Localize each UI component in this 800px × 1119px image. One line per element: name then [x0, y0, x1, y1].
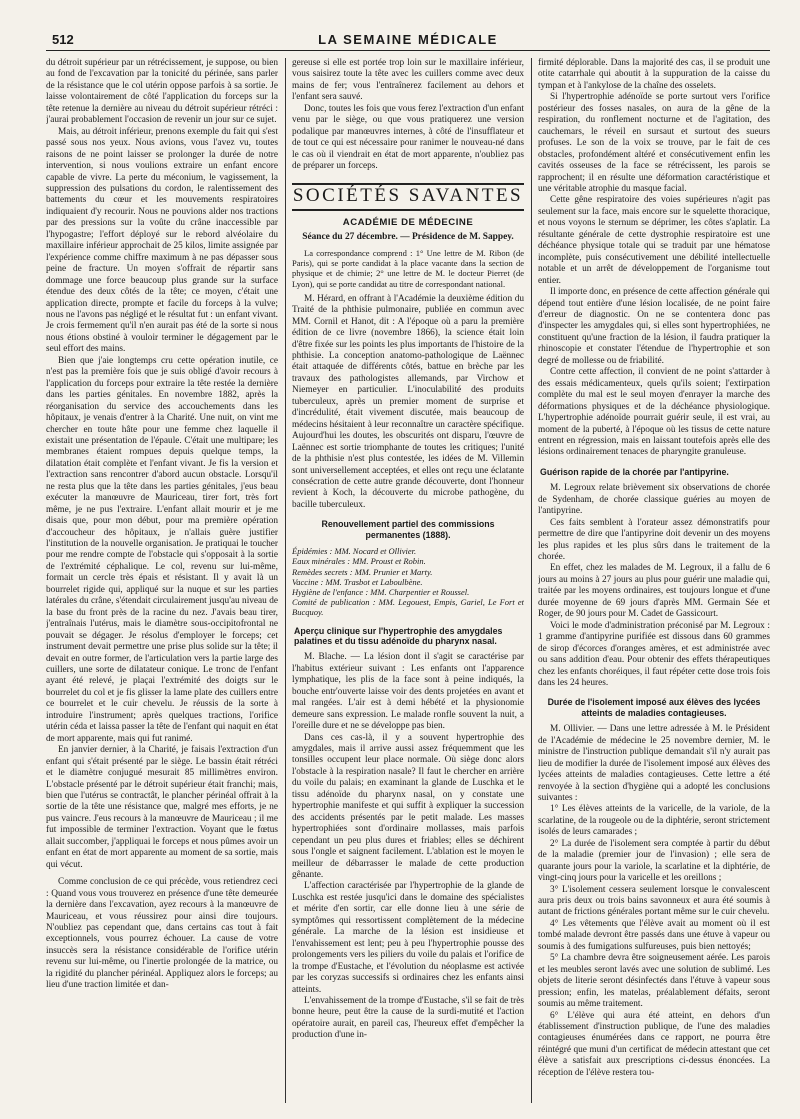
article-heading: Guérison rapide de la chorée par l'antipyrine.	[540, 466, 729, 477]
column-2	[292, 58, 524, 1103]
paragraph: du détroit supérieur par un rétrécissement, je suppose, ou bien au fond de l'excavation par la tonicité du périnée, sans parler de la résistance que le col utérin oppose parfois à sa sortie. Je laisse volontairement de côté l'application du forceps sur la tête retenue la dernière au niveau du détroit supérieur rétréci : j'aurai probablement l'occasion de revenir un jour sur ce sujet.	[46, 58, 278, 126]
commission-line: Épidémies : MM. Nocard et Ollivier.	[292, 546, 417, 557]
column-1	[46, 58, 278, 1103]
paragraph: gereuse si elle est portée trop loin sur le maxillaire inférieur, vous saisirez toute la tête avec les cuillers comme avec deux mains de fer; vous l'entraînerez facilement au dehors et l'enfant sera sauvé.	[292, 58, 524, 103]
column-3	[538, 58, 770, 1103]
text-columns	[46, 58, 770, 1103]
commission-line: Hygiène de l'enfance : MM. Charpentier et Roussel.	[292, 586, 470, 597]
paragraph: Contre cette affection, il convient de ne point s'attarder à des essais médicamenteux, quels qu'ils soient; l'extirpation complète du mal est le seul moyen d'enrayer la marche des déformations physiques et de la déchéance physiologique. L'hypertrophie adénoïde pourrait guérir seule, il est vrai, au moment de la puberté, à l'époque où les tissus de cette nature entrent en régression, mais en laissant toutefois après elle des lésions ordinairement tenaces de pharyngite granuleuse.	[538, 367, 770, 458]
list-item: 4° Les vêtements que l'élève avait au moment où il est tombé malade devront être passés dans une étuve à vapeur ou soumis à des fumigations sulfureuses, puis bien nettoyés;	[538, 918, 770, 952]
list-item: 5° La chambre devra être soigneusement aérée. Les parois et les meubles seront lavés avec une solution de sublimé. Les objets de literie seront désinfectés dans l'étuve à vapeur sous pression; enfin, les matelas, préalablement défaits, seront soumis au même traitement.	[538, 953, 770, 1010]
paragraph: Il importe donc, en présence de cette affection générale qui dépend tout entière d'une lésion localisée, de ne point faire d'erreur de diagnostic. On ne se contentera donc pas d'inspecter les amygdales qui, si elles sont hypertrophiées, ne constituent qu'une fraction de la lésion, il faudra pratiquer la rhinoscopie et constater l'étendue de l'hypertrophie et son degré de mollesse ou de friabilité.	[538, 287, 770, 366]
commission-line: Remèdes secrets : MM. Prunier et Marty.	[292, 566, 433, 577]
paragraph: En janvier dernier, à la Charité, je faisais l'extraction d'un enfant qui s'était présenté par le siège. Le bassin était rétréci et le diamètre conjugué mesurait 85 millimètres environ. L'obstacle présenté par le détroit supérieur était franchi; mais, bien que l'utérus se contractât, le plancher périnéal offrait à la sortie de la tête une résistance que, malgré mes efforts, je ne pus vaincre. J'eus recours à la manœuvre de Mauriceau ; il me fut impossible de terminer l'extraction. Voyant que le fœtus allait succomber, j'appliquai le forceps et nous pûmes avoir un enfant en état de mort apparente au moment de sa sortie, mais qui vécut.	[46, 745, 278, 870]
article-heading: Aperçu clinique sur l'hypertrophie des amygdales palatines et du tissu adénoïde du pharynx nasal.	[294, 625, 503, 646]
paragraph: Comme conclusion de ce qui précède, vous retiendrez ceci : Quand vous vous trouverez en présence d'une tête demeurée la dernière dans l'excavation, ayez recours à la manœuvre de Mauriceau, et vous réussirez pour ainsi dire toujours. N'oubliez pas cependant que, dans certains cas tout à fait exceptionnels, vous pourrez échouer. La cause de votre insuccès sera la résistance considérable de l'orifice utérin revenu sur lui-même, ou l'inertie prolongée de la matrice, ou la rigidité du plancher périnéal. Appliquez alors le forceps; au lieu d'une traction limitée et dan-	[46, 877, 278, 991]
paragraph: Ces faits semblent à l'orateur assez démonstratifs pour permettre de dire que l'antipyrine doit devenir un des moyens les plus rapides et les plus sûrs dans le traitement de la chorée.	[538, 517, 770, 562]
commission-heading: Renouvellement partiel des commissions permanentes (1888).	[321, 519, 495, 540]
list-item: 1° Les élèves atteints de la varicelle, de la variole, de la scarlatine, de la rougeole ou de la diphtérie, seront strictement isolés de leurs camarades ;	[538, 804, 770, 838]
column-divider	[531, 58, 532, 1103]
page-header	[46, 28, 770, 51]
paragraph: Mais, au détroit inférieur, prenons exemple du fait qui s'est passé sous nos yeux. Nous avions, vous l'avez vu, toutes raisons de ne point laisser se prolonger la durée de notre intervention, si nous voulions extraire un enfant encore capable de vivre. La perte du méconium, le vagissement, la suppression des pulsations du cordon, le ralentissement des battements du cœur et les mouvements respiratoires indiquaient d'y recourir. Nous ne pouvions alder nos tractions par des pressions sur la voûte du crâne inaccessible par l'hypogastre; l'effort déployé sur le rebord alvéolaire du maxillaire inférieur approchait de 25 kilos, limite assignée par l'expérience comme chiffre maximum à ne pas dépasser sous peine de fracture. Un moyen s'offrait de répartir sans dommage une force beaucoup plus grande sur la surface étendue des deux côtés de la tête; ce moyen, c'était une application directe, prompte et facile du forceps à la vulve; nous ne l'avons pas négligé et le résultat fut : un enfant vivant. Je crois fermement qu'il n'en aurait pas été de la sorte si nous nous étions obstiné à vouloir terminer le dégagement par le seul effort des mains.	[46, 126, 278, 355]
list-item: 3° L'isolement cessera seulement lorsque le convalescent aura pris deux ou trois bains savonneux et aura été soumis à autant de frictions générales portant même sur le cuir chevelu.	[538, 884, 770, 918]
list-item: 6° L'élève qui aura été atteint, en dehors d'un établissement d'instruction publique, de l'une des maladies contagieuses énumérées dans ce rapport, ne pourra être réintégré que muni d'un certificat de médecin attestant que cet élève a satisfait aux prescriptions ci-dessus énoncées. La réception de l'élève restera tou-	[538, 1010, 770, 1078]
paragraph: Dans ces cas-là, il y a souvent hypertrophie des amygdales, mais il arrive aussi assez fréquemment que les tonsilles occupent leur place normale. Où siège donc alors l'obstacle à la respiration nasale? Il faut le chercher en arrière du voile du palais; en examinant la glande de Luschka et le tissu adénoïde du pharynx nasal, on y constate une hypertrophie manifeste et qui suffit à expliquer la succession des accidents présentés par le petit malade. Les masses hypertrophiées sont d'ordinaire mollasses, mais parfois cependant un peu plus dures et friables; elles se déchirent sous l'ongle et saignent facilement. L'ablation est le moyen le meilleur de débarrasser le malade de cette production gênante.	[292, 732, 524, 880]
paragraph: firmité déplorable. Dans la majorité des cas, il se produit une otite catarrhale qui aboutit à la suppuration de la caisse du tympan et à l'ankylose de la chaîne des osselets.	[538, 58, 770, 91]
commission-line: Vaccine : MM. Trasbot et Laboulbène.	[292, 576, 423, 587]
commission-line: Eaux minérales : MM. Proust et Robin.	[292, 556, 426, 567]
journal-title: LA SEMAINE MÉDICALE	[318, 32, 498, 47]
paragraph: Bien que j'aie longtemps cru cette opération inutile, ce n'est pas la première fois que je suis obligé d'avoir recours à l'application du forceps pour extraire la tête restée la dernière dans les parties génitales. En novembre 1882, après la réorganisation du service des accouchements dans les hôpitaux, je venais d'entrer à la Charité. Une nuit, on vint me chercher en toute hâte pour une femme chez laquelle il existait une présentation de l'épaule. C'était une multipare; les membranes étaient rompues depuis quelque temps, la dilatation était complète et l'enfant vivant. Je fis la version et l'extraction sans rencontrer d'abord aucun obstacle. Lorsqu'il ne resta plus que la tête dans les parties génitales, j'eus beau exécuter la manœuvre de Mauriceau, tirer fort, très fort même, je ne pus l'extraire. L'enfant allait mourir et je me disais que, pour mon début, pour ma première opération d'accoucheur des hôpitaux, je n'allais guère justifier l'institution de la nouvelle organisation. Je pratiquai le toucher pour me rendre compte de l'obstacle qui s'opposait à la sortie de l'extrémité céphalique. Le col, revenu sur lui-même, formait un cercle très épais et résistant. Il y avait là un bourrelet rigide qui, appliqué sur la nuque et sur les parties latérales du crâne, s'étendait circulairement jusqu'au niveau de la base du front près de la racine du nez. J'avais beau tirer, j'entraînais l'utérus, mais le diamètre sous-occipitofrontal ne pouvait se dégager. Je résolus d'employer le forceps; cet instrument devait permettre une prise plus solide sur la tête; il devait en outre former, de l'articulation vers la partie large des cuillers, une sorte de dilatateur conique. Le tronc de l'enfant ayant été relevé, je plaçai l'extrémité des doigts sur le bourrelet du col et je fis glisser la lame plate des cuillers entre ce bourrelet et le cuir chevelu. Je réussis de la sorte à introduire l'instrument; après quelques tractions, l'orifice utérin céda et laissa passer la tête de l'enfant qui naquit en état de mort apparente, mais qui fut ranimé.	[46, 355, 278, 744]
paragraph: M. Hérard, en offrant à l'Académie la deuxième édition du Traité de la phthisie pulmonaire, publiée en commun avec MM. Cornil et Hanot, dit : A l'époque où a paru la première édition de ce livre (novembre 1866), la science était loin d'être fixée sur les points les plus importants de l'histoire de la phthisie. La conception anatomo-pathologique de Laënnec était attaquée de différents côtés, battue en brèche par les travaux des pathologistes allemands, par Virchow et Niemeyer en particulier. L'inoculabilité des produits tuberculeux, après un premier moment de surprise et d'incrédulité, était vivement discutée, mais beaucoup de médecins hésitaient à leur reconnaître un caractère spécifique. Aujourd'hui les doutes, les obscurités ont disparu, l'œuvre de Laënnec est sortie triomphante de toutes les critiques; l'unité de la phthisie n'est plus contestée, les idées de M. Villemin sont universellement acceptées, et elles ont reçu une éclatante consécration de cette autre grande découverte, dont l'honneur revient à Koch, la découverte du microbe pathogène, du bacille tuberculeux.	[292, 293, 524, 510]
session-line: Séance du 27 décembre. — Présidence de M. Sappey.	[302, 232, 514, 243]
paragraph: Cette gêne respiratoire des voies supérieures n'agit pas seulement sur la face, mais encore sur le squelette thoracique, et nous voyons le sternum se déprimer, les côtes s'aplatir. La résultante générale de cette dystrophie respiratoire est une déchéance physique totale qui se traduit par une hématose incomplète, puis consécutivement une débilité intellectuelle notable et un arrêt de développement de l'organisme tout entier.	[538, 195, 770, 286]
list-item: 2° La durée de l'isolement sera comptée à partir du début de la maladie (premier jour de l'invasion) ; elle sera de quarante jours pour la variole, la scarlatine et la diphtérie, de vingt-cinq jours pour la varicelle et les oreillons ;	[538, 838, 770, 884]
section-title: SOCIÉTÉS SAVANTES	[292, 184, 524, 206]
paragraph: En effet, chez les malades de M. Legroux, il a fallu de 6 jours au moins à 27 jours au plus pour guérir une maladie qui, traitée par les moyens ordinaires, est toujours longue et d'une durée moyenne de 69 jours d'après MM. Germain Sée et Roger, de 90 jours pour M. Cadet de Gassicourt.	[538, 563, 770, 620]
page-number: 512	[52, 32, 74, 47]
section-title-box	[292, 183, 524, 211]
society-heading: ACADÉMIE DE MÉDECINE	[342, 216, 474, 228]
paragraph: M. Legroux relate brièvement six observations de chorée de Sydenham, de chorée classique guéries au moyen de l'antipyrine.	[538, 483, 770, 517]
column-divider	[285, 58, 286, 1103]
article-heading: Durée de l'isolement imposé aux élèves des lycées atteints de maladies contagieuses.	[547, 697, 761, 718]
paragraph: L'envahissement de la trompe d'Eustache, s'il se fait de très bonne heure, peut être la cause de la surdi-mutité et l'action opératoire aurait, en pareil cas, l'heureux effet d'empêcher la production d'une in-	[292, 995, 524, 1041]
paragraph: M. Ollivier. — Dans une lettre adressée à M. le Président de l'Académie de médecine le 25 novembre dernier, M. le ministre de l'instruction publique demandait s'il n'y aurait pas lieu de modifier la durée de l'isolement imposé aux élèves des lycées atteints de maladies contagieuses. Cette lettre a été renvoyée à la section d'hygiène qui a adopté les conclusions suivantes :	[538, 724, 770, 803]
paragraph: L'affection caractérisée par l'hypertrophie de la glande de Luschka est restée jusqu'ici dans le domaine des spécialistes et mérite d'en sortir, car elle donne lieu à une série de symptômes qui ressortissent complètement de la médecine générale. La marche de la lésion est insidieuse et l'envahissement est lent; peu à peu l'hypertrophie pousse des prolongements vers les piliers du voile du palais et l'orifice de la trompe d'Eustache, et l'évolution du néoplasme est activée par les coryzas successifs si ordinaires chez les enfants ainsi atteints.	[292, 881, 524, 995]
correspondence: La correspondance comprend : 1° Une lettre de M. Ribon (de Paris), qui se porte candidat à la place vacante dans la section de physique et de chimie; 2° une lettre de M. le docteur Pierret (de Lyon), qui se porte candidat au titre de correspondant national.	[292, 247, 524, 289]
paragraph: Voici le mode d'administration préconisé par M. Legroux : 1 gramme d'antipyrine purifiée est dissous dans 60 grammes de sirop d'écorces d'oranges amères, et est administrée avec ou sans addition d'eau. Pour obtenir des effets thérapeutiques chez les enfants choréiques, il faut répéter cette dose trois fois dans les 24 heures.	[538, 620, 770, 688]
paragraph: M. Blache. — La lésion dont il s'agit se caractérise par l'habitus extérieur suivant : Les enfants ont l'apparence lymphatique, les plis de la face sont à peine indiqués, la bouche entr'ouverte laisse voir des dents projetées en avant et mal rangées. L'air est à demi hébété et la physionomie demeure sans expression. Le malade ronfle souvent la nuit, a l'oreille dure et ne se développe pas bien.	[292, 652, 524, 732]
paragraph: Donc, toutes les fois que vous ferez l'extraction d'un enfant venu par le siège, ou que vous pratiquerez une version podalique par manœuvres internes, à côté de l'insufflateur et de tout ce qui est nécessaire pour ranimer le nouveau-né dans le cas où il viendrait en état de mort apparente, n'oubliez pas de préparer un forceps.	[292, 103, 524, 172]
commission-line: Comité de publication : MM. Legouest, Empis, Gariel, Le Fort et Bucquoy.	[292, 597, 524, 618]
page	[46, 28, 770, 1103]
paragraph: Si l'hypertrophie adénoïde se porte surtout vers l'orifice postérieur des fosses nasales, on aura de la gêne de la respiration, du ronflement nocturne et de l'agitation, des cauchemars, le réveil en sursaut et surtout des sueurs profuses. Le son de la voix se trouve, par le fait de ces obstacles, profondément altéré et consécutivement enfin les cavités osseuses de la face se rétrécissent, les parois se rapprochent; il en résulte une déformation caractéristique et une véritable atrophie du masque facial.	[538, 92, 770, 194]
